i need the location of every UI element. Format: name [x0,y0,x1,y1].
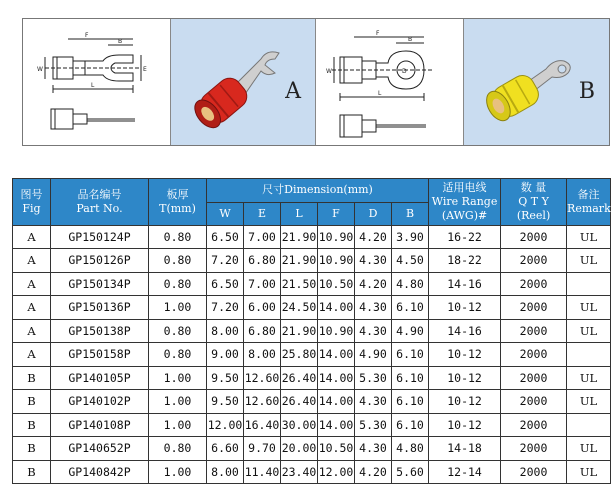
cell-f: 10.50 [318,437,355,461]
cell-e: 11.40 [244,460,281,484]
cell-t: 0.80 [149,225,207,249]
cell-fig: B [13,460,51,484]
cell-rem [567,272,611,296]
cell-wire: 10-12 [429,413,501,437]
cell-d: 4.20 [355,272,392,296]
cell-b: 6.10 [392,413,429,437]
cell-fig: B [13,437,51,461]
cell-wire: 12-14 [429,460,501,484]
cell-wire: 10-12 [429,343,501,367]
cell-t: 1.00 [149,366,207,390]
ring-terminal-drawing [316,19,464,145]
table-row [13,225,611,249]
cell-d: 5.30 [355,366,392,390]
cell-f: 14.00 [318,390,355,414]
cell-fig: B [13,413,51,437]
yellow-ring-terminal-photo [464,19,610,145]
cell-fig: A [13,296,51,320]
header-dim-d: D [355,202,392,225]
cell-l: 30.00 [281,413,318,437]
cell-l: 21.50 [281,272,318,296]
cell-l: 26.40 [281,390,318,414]
cell-f: 14.00 [318,296,355,320]
cell-f: 14.00 [318,413,355,437]
cell-t: 0.80 [149,249,207,273]
cell-w: 6.60 [207,437,244,461]
header-part-no: 品名编号 Part No. [51,179,149,226]
spec-table-body [13,225,611,484]
cell-t: 0.80 [149,319,207,343]
product-image-strip [22,18,610,146]
cell-b: 4.80 [392,437,429,461]
cell-t: 1.00 [149,296,207,320]
cell-wire: 10-12 [429,296,501,320]
cell-part: GP140108P [51,413,149,437]
cell-rem [567,343,611,367]
spade-terminal-drawing [23,19,171,145]
cell-f: 10.90 [318,319,355,343]
cell-e: 12.60 [244,366,281,390]
cell-fig: A [13,343,51,367]
cell-l: 24.50 [281,296,318,320]
header-dim-e: E [244,202,281,225]
spade-drawing-svg [23,19,171,145]
cell-qty: 2000 [501,343,567,367]
cell-w: 7.20 [207,296,244,320]
cell-w: 8.00 [207,319,244,343]
cell-d: 4.30 [355,296,392,320]
cell-part: GP140842P [51,460,149,484]
cell-part: GP150136P [51,296,149,320]
cell-rem: UL [567,296,611,320]
cell-l: 21.90 [281,249,318,273]
red-spade-terminal-photo [171,19,317,145]
cell-part: GP150126P [51,249,149,273]
table-row [13,366,611,390]
cell-wire: 14-16 [429,319,501,343]
cell-rem: UL [567,390,611,414]
cell-f: 10.50 [318,272,355,296]
cell-wire: 18-22 [429,249,501,273]
cell-e: 12.60 [244,390,281,414]
cell-b: 6.10 [392,296,429,320]
ring-dim-label-l: L [378,90,382,97]
cell-e: 6.00 [244,296,281,320]
cell-fig: B [13,366,51,390]
cell-w: 9.50 [207,390,244,414]
dim-label-b: B [118,38,123,45]
cell-l: 26.40 [281,366,318,390]
cell-qty: 2000 [501,225,567,249]
cell-l: 20.00 [281,437,318,461]
cell-rem: UL [567,460,611,484]
ring-dim-label-d: D [402,68,407,75]
cell-qty: 2000 [501,437,567,461]
table-row [13,460,611,484]
cell-w: 8.00 [207,460,244,484]
cell-wire: 14-16 [429,272,501,296]
cell-qty: 2000 [501,460,567,484]
cell-part: GP150134P [51,272,149,296]
cell-w: 7.20 [207,249,244,273]
cell-rem: UL [567,249,611,273]
cell-d: 4.30 [355,249,392,273]
cell-fig: A [13,319,51,343]
header-dim-w: W [207,202,244,225]
cell-fig: A [13,272,51,296]
dim-label-f: F [85,32,89,39]
cell-wire: 10-12 [429,366,501,390]
cell-part: GP150124P [51,225,149,249]
cell-rem: UL [567,437,611,461]
spec-table [12,178,616,484]
cell-b: 4.50 [392,249,429,273]
cell-e: 7.00 [244,225,281,249]
header-dim-l: L [281,202,318,225]
cell-e: 8.00 [244,343,281,367]
cell-l: 25.80 [281,343,318,367]
table-row [13,296,611,320]
cell-rem: UL [567,319,611,343]
cell-d: 4.30 [355,390,392,414]
cell-d: 5.30 [355,413,392,437]
header-remarks: 备注 Remarks [567,179,611,226]
cell-b: 6.10 [392,390,429,414]
cell-w: 9.00 [207,343,244,367]
cell-wire: 10-12 [429,390,501,414]
table-row [13,272,611,296]
ring-dim-label-f: F [376,30,380,37]
cell-f: 12.00 [318,460,355,484]
table-row [13,390,611,414]
table-row [13,413,611,437]
dim-label-l: L [91,82,95,89]
cell-d: 4.20 [355,460,392,484]
ring-drawing-svg [316,19,464,145]
cell-fig: A [13,249,51,273]
dim-label-w: W [37,66,43,73]
ring-dim-label-b: B [408,36,413,43]
dim-label-e: E [143,66,147,73]
cell-t: 1.00 [149,413,207,437]
cell-w: 9.50 [207,366,244,390]
cell-qty: 2000 [501,249,567,273]
cell-d: 4.30 [355,437,392,461]
figure-letter-b: B [578,79,595,104]
cell-qty: 2000 [501,413,567,437]
cell-part: GP140105P [51,366,149,390]
cell-e: 7.00 [244,272,281,296]
cell-d: 4.90 [355,343,392,367]
header-fig: 图号 Fig [13,179,51,226]
cell-b: 4.90 [392,319,429,343]
cell-b: 6.10 [392,366,429,390]
table-row [13,437,611,461]
cell-t: 0.80 [149,437,207,461]
cell-e: 6.80 [244,249,281,273]
cell-t: 1.00 [149,390,207,414]
table-row [13,343,611,367]
cell-part: GP150138P [51,319,149,343]
cell-w: 6.50 [207,225,244,249]
cell-b: 3.90 [392,225,429,249]
cell-l: 21.90 [281,319,318,343]
cell-wire: 16-22 [429,225,501,249]
cell-w: 6.50 [207,272,244,296]
header-dimension: 尺寸Dimension(mm) [207,179,429,203]
header-row [13,179,611,203]
cell-l: 23.40 [281,460,318,484]
header-thickness: 板厚 T(mm) [149,179,207,226]
cell-qty: 2000 [501,366,567,390]
cell-fig: A [13,225,51,249]
cell-f: 14.00 [318,343,355,367]
figure-letter-a: A [285,79,301,104]
header-qty: 数 量 Q T Y (Reel) [501,179,567,226]
cell-t: 0.80 [149,272,207,296]
cell-part: GP140102P [51,390,149,414]
table-row [13,319,611,343]
cell-qty: 2000 [501,390,567,414]
cell-part: GP150158P [51,343,149,367]
cell-w: 12.00 [207,413,244,437]
cell-d: 4.30 [355,319,392,343]
table-row [13,249,611,273]
cell-e: 16.40 [244,413,281,437]
header-dim-b: B [392,202,429,225]
cell-b: 6.10 [392,343,429,367]
cell-t: 1.00 [149,460,207,484]
cell-f: 10.90 [318,225,355,249]
cell-e: 6.80 [244,319,281,343]
cell-qty: 2000 [501,319,567,343]
cell-rem [567,413,611,437]
cell-f: 10.90 [318,249,355,273]
ring-dim-label-w: W [326,68,332,75]
header-wire-range: 适用电线 Wire Range (AWG)# [429,179,501,226]
cell-e: 9.70 [244,437,281,461]
cell-b: 5.60 [392,460,429,484]
cell-l: 21.90 [281,225,318,249]
cell-part: GP140652P [51,437,149,461]
cell-wire: 14-18 [429,437,501,461]
cell-qty: 2000 [501,272,567,296]
cell-b: 4.80 [392,272,429,296]
cell-fig: B [13,390,51,414]
cell-qty: 2000 [501,296,567,320]
header-dim-f: F [318,202,355,225]
cell-rem: UL [567,366,611,390]
cell-f: 14.00 [318,366,355,390]
cell-t: 0.80 [149,343,207,367]
cell-d: 4.20 [355,225,392,249]
cell-rem: UL [567,225,611,249]
